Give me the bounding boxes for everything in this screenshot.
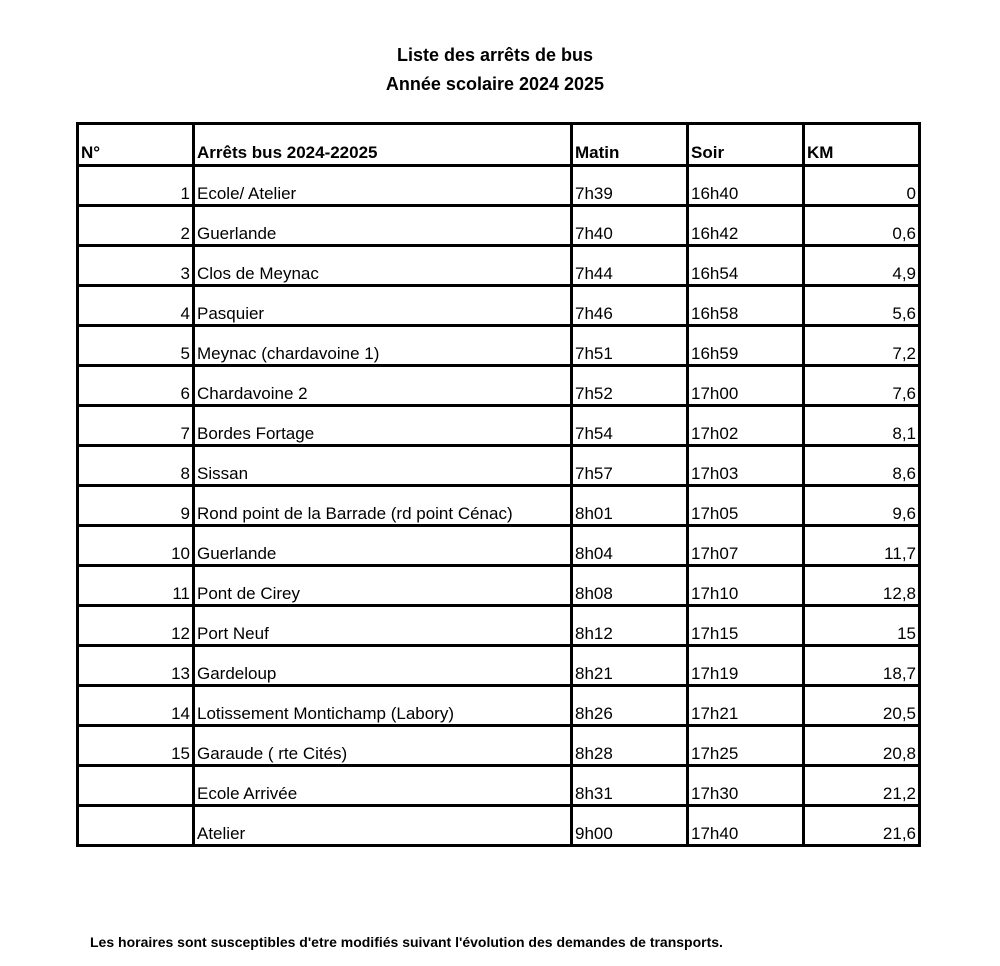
morning-time: 8h21 (572, 646, 688, 686)
morning-time: 8h28 (572, 726, 688, 766)
morning-time: 8h01 (572, 486, 688, 526)
evening-time: 16h58 (688, 286, 804, 326)
evening-time: 16h42 (688, 206, 804, 246)
row-number: 6 (78, 366, 194, 406)
distance-km: 20,8 (804, 726, 920, 766)
stop-name: Ecole/ Atelier (194, 166, 572, 206)
table-row (78, 406, 920, 446)
distance-km: 12,8 (804, 566, 920, 606)
morning-time: 7h54 (572, 406, 688, 446)
evening-time: 17h30 (688, 766, 804, 806)
morning-time: 7h57 (572, 446, 688, 486)
row-number (78, 766, 194, 806)
stop-name: Guerlande (194, 206, 572, 246)
stop-name: Lotissement Montichamp (Labory) (194, 686, 572, 726)
row-number: 10 (78, 526, 194, 566)
stop-name: Rond point de la Barrade (rd point Cénac) (194, 486, 572, 526)
bus-stops-table (76, 122, 921, 847)
distance-km: 15 (804, 606, 920, 646)
evening-time: 17h25 (688, 726, 804, 766)
distance-km: 0,6 (804, 206, 920, 246)
table-row (78, 366, 920, 406)
footer-note: Les horaires sont susceptibles d'etre modifiés suivant l'évolution des demandes de transports. (90, 934, 723, 950)
row-number: 13 (78, 646, 194, 686)
evening-time: 17h40 (688, 806, 804, 846)
distance-km: 21,2 (804, 766, 920, 806)
evening-time: 16h40 (688, 166, 804, 206)
morning-time: 8h26 (572, 686, 688, 726)
table-body (78, 166, 920, 846)
table-row (78, 686, 920, 726)
distance-km: 4,9 (804, 246, 920, 286)
header-evening: Soir (688, 124, 804, 166)
stop-name: Pont de Cirey (194, 566, 572, 606)
morning-time: 7h52 (572, 366, 688, 406)
morning-time: 7h44 (572, 246, 688, 286)
morning-time: 7h39 (572, 166, 688, 206)
distance-km: 7,6 (804, 366, 920, 406)
stop-name: Guerlande (194, 526, 572, 566)
evening-time: 17h21 (688, 686, 804, 726)
table-row (78, 166, 920, 206)
stop-name: Atelier (194, 806, 572, 846)
table-row (78, 486, 920, 526)
table-row (78, 286, 920, 326)
row-number: 14 (78, 686, 194, 726)
morning-time: 7h46 (572, 286, 688, 326)
table-row (78, 566, 920, 606)
morning-time: 8h12 (572, 606, 688, 646)
header-stop: Arrêts bus 2024-22025 (194, 124, 572, 166)
row-number: 3 (78, 246, 194, 286)
document-title (0, 41, 990, 99)
distance-km: 18,7 (804, 646, 920, 686)
evening-time: 17h15 (688, 606, 804, 646)
stop-name: Gardeloup (194, 646, 572, 686)
header-km: KM (804, 124, 920, 166)
evening-time: 17h00 (688, 366, 804, 406)
table-header-row (78, 124, 920, 166)
evening-time: 17h10 (688, 566, 804, 606)
table-row (78, 806, 920, 846)
stop-name: Meynac (chardavoine 1) (194, 326, 572, 366)
table-row (78, 526, 920, 566)
row-number: 15 (78, 726, 194, 766)
title-line-1: Liste des arrêts de bus (396, 45, 594, 65)
row-number: 1 (78, 166, 194, 206)
table-row (78, 646, 920, 686)
table-row (78, 206, 920, 246)
header-num: N° (78, 124, 194, 166)
evening-time: 17h19 (688, 646, 804, 686)
evening-time: 17h07 (688, 526, 804, 566)
row-number: 2 (78, 206, 194, 246)
distance-km: 7,2 (804, 326, 920, 366)
stop-name: Clos de Meynac (194, 246, 572, 286)
row-number: 8 (78, 446, 194, 486)
header-morning: Matin (572, 124, 688, 166)
stop-name: Port Neuf (194, 606, 572, 646)
row-number: 7 (78, 406, 194, 446)
distance-km: 11,7 (804, 526, 920, 566)
row-number: 9 (78, 486, 194, 526)
table-row (78, 606, 920, 646)
stop-name: Bordes Fortage (194, 406, 572, 446)
evening-time: 17h05 (688, 486, 804, 526)
table-row (78, 446, 920, 486)
morning-time: 8h08 (572, 566, 688, 606)
distance-km: 0 (804, 166, 920, 206)
morning-time: 7h51 (572, 326, 688, 366)
morning-time: 8h31 (572, 766, 688, 806)
stop-name: Sissan (194, 446, 572, 486)
evening-time: 16h59 (688, 326, 804, 366)
table-row (78, 766, 920, 806)
table-row (78, 246, 920, 286)
stop-name: Ecole Arrivée (194, 766, 572, 806)
row-number: 4 (78, 286, 194, 326)
distance-km: 20,5 (804, 686, 920, 726)
distance-km: 8,1 (804, 406, 920, 446)
row-number: 5 (78, 326, 194, 366)
row-number: 11 (78, 566, 194, 606)
morning-time: 8h04 (572, 526, 688, 566)
evening-time: 17h02 (688, 406, 804, 446)
evening-time: 17h03 (688, 446, 804, 486)
table-row (78, 326, 920, 366)
morning-time: 7h40 (572, 206, 688, 246)
table-row (78, 726, 920, 766)
title-line-2: Année scolaire 2024 2025 (385, 74, 605, 94)
stop-name: Garaude ( rte Cités) (194, 726, 572, 766)
morning-time: 9h00 (572, 806, 688, 846)
evening-time: 16h54 (688, 246, 804, 286)
row-number: 12 (78, 606, 194, 646)
row-number (78, 806, 194, 846)
distance-km: 9,6 (804, 486, 920, 526)
distance-km: 5,6 (804, 286, 920, 326)
distance-km: 21,6 (804, 806, 920, 846)
stop-name: Chardavoine 2 (194, 366, 572, 406)
stop-name: Pasquier (194, 286, 572, 326)
distance-km: 8,6 (804, 446, 920, 486)
